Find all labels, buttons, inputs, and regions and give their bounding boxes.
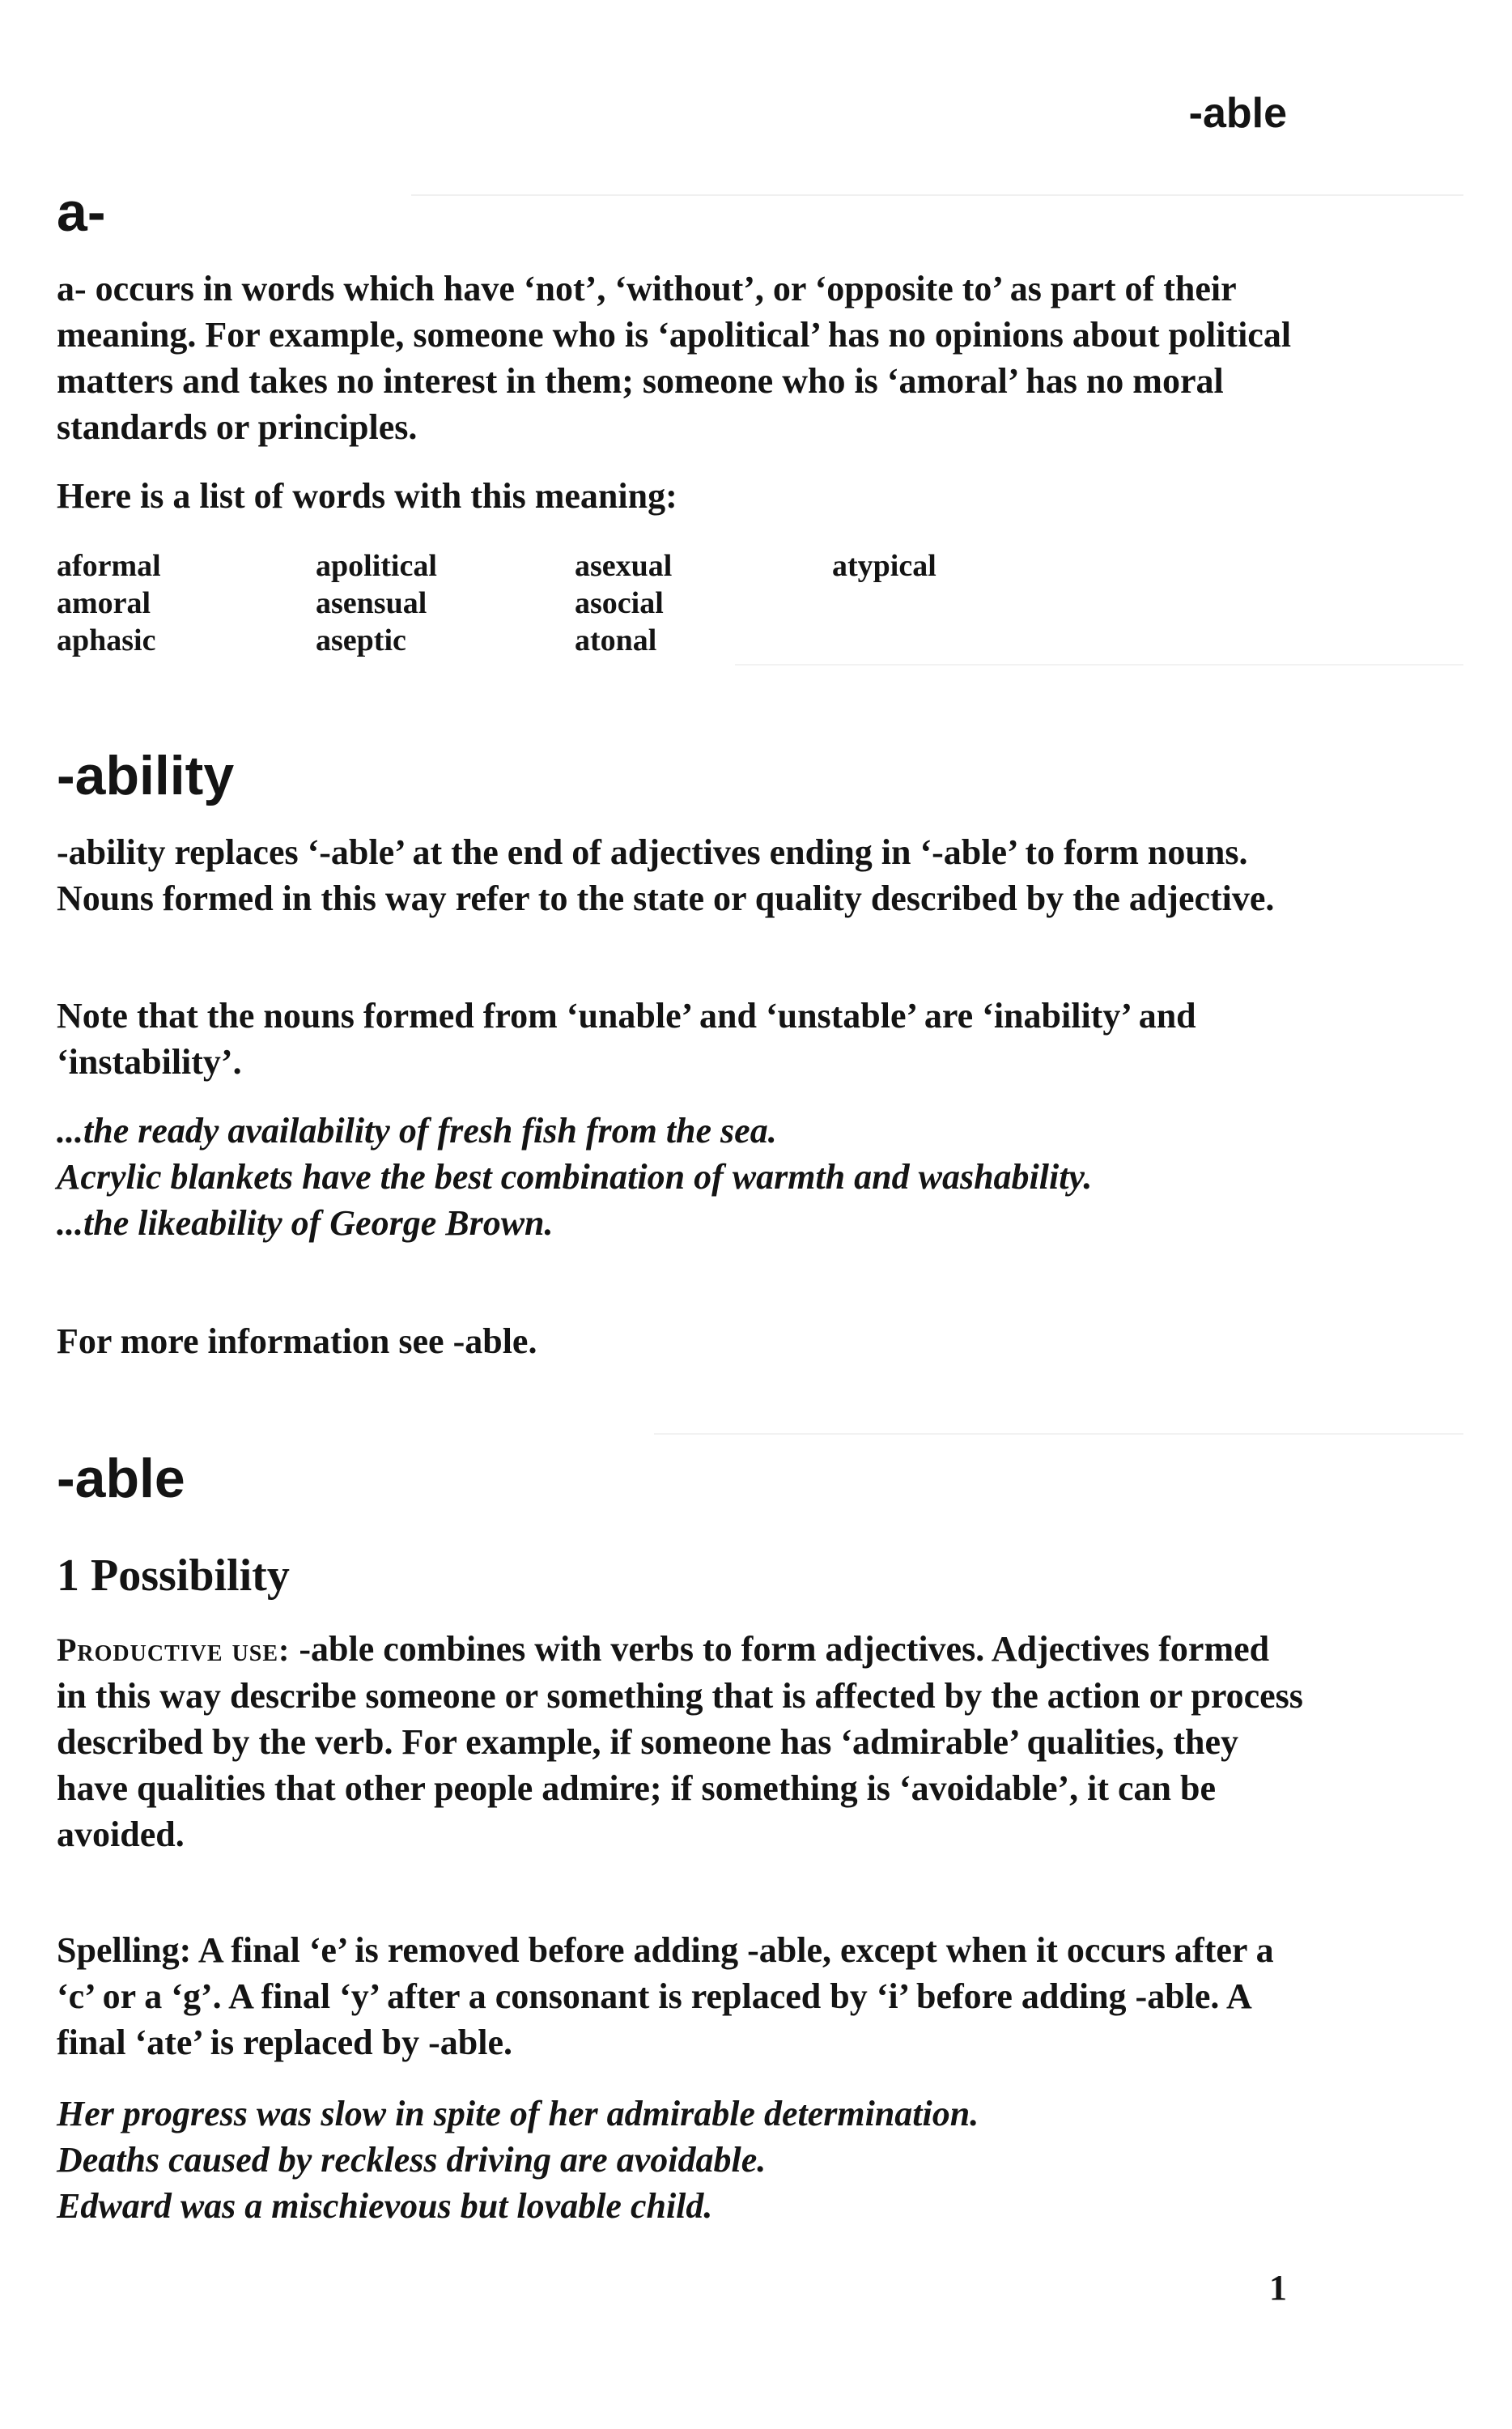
word-list-item: aformal — [57, 549, 161, 583]
word-list-item: atonal — [575, 623, 657, 657]
word-list-item — [832, 622, 1075, 659]
word-list-item: atypical — [832, 549, 937, 583]
entry-ability-definition: -ability replaces ‘-able’ at the end of adjectives ending in ‘-able’ to form nouns. Nouns formed in this way refer to the state or quality described by the adjective. — [57, 832, 1275, 918]
example-sentence: ...the ready availability of fresh fish from the sea. — [57, 1111, 777, 1151]
usage-text: -able combines with verbs to form adjectives. Adjectives formed in this way describe someone or something that is affected by the action or process described by the verb. For example, if someone has ‘admirable’ qualities, they have qualities that other people admire; if something is ‘avoidable’, it can be avoided. — [57, 1629, 1303, 1854]
show-through-decoration — [654, 1433, 1463, 1467]
show-through-decoration — [411, 194, 1463, 228]
running-head: -able — [1188, 90, 1287, 137]
show-through-decoration — [735, 664, 1463, 698]
spelling-label: Spelling: — [57, 1930, 192, 1970]
entry-ability-see-also: For more information see -able. — [57, 1321, 537, 1361]
entry-a-definition: a- occurs in words which have ‘not’, ‘without’, or ‘opposite to’ as part of their meaning. For example, someone who is ‘apolitical’ has no opinions about political matters and takes no interest in them; someone who is ‘amoral’ has no moral standards or principles. — [57, 269, 1292, 447]
example-sentence: ...the likeability of George Brown. — [57, 1203, 554, 1243]
entry-able-examples — [57, 2091, 1303, 2229]
spelling-text: A final ‘e’ is removed before adding -able, except when it occurs after a ‘c’ or a ‘g’. A final ‘y’ after a consonant is replaced by ‘i’ before adding -able. A final ‘ate’ is replaced by -able. — [57, 1930, 1274, 2062]
example-sentence: Edward was a mischievous but lovable child. — [57, 2186, 713, 2226]
usage-label: Productive use: — [57, 1631, 291, 1668]
sense-heading-possibility: 1 Possibility — [57, 1551, 290, 1601]
entry-ability-examples — [57, 1108, 1303, 1246]
entry-able-spelling — [57, 1927, 1303, 2065]
entry-headword-a: a- — [57, 181, 106, 243]
word-list-item: apolitical — [316, 549, 437, 583]
word-list-item: asocial — [575, 586, 664, 620]
example-sentence: Acrylic blankets have the best combination of warmth and washability. — [57, 1157, 1093, 1197]
word-list-item: asensual — [316, 586, 427, 620]
entry-ability-note: Note that the nouns formed from ‘unable’ and ‘unstable’ are ‘inability’ and ‘instability’. — [57, 996, 1196, 1082]
entry-headword-able: -able — [57, 1448, 185, 1509]
entry-a-word-list — [57, 547, 1109, 659]
example-sentence: Her progress was slow in spite of her admirable determination. — [57, 2094, 979, 2133]
entry-headword-ability: -ability — [57, 745, 235, 806]
word-list-item: asexual — [575, 549, 673, 583]
word-list-item: aphasic — [57, 623, 156, 657]
entry-able-definition — [57, 1626, 1303, 1857]
page-number: 1 — [1269, 2268, 1287, 2308]
word-list-item: amoral — [57, 586, 151, 620]
entry-a-list-intro: Here is a list of words with this meaning: — [57, 476, 677, 516]
word-list-item — [832, 585, 1075, 622]
word-list-item: aseptic — [316, 623, 406, 657]
example-sentence: Deaths caused by reckless driving are avoidable. — [57, 2140, 767, 2180]
